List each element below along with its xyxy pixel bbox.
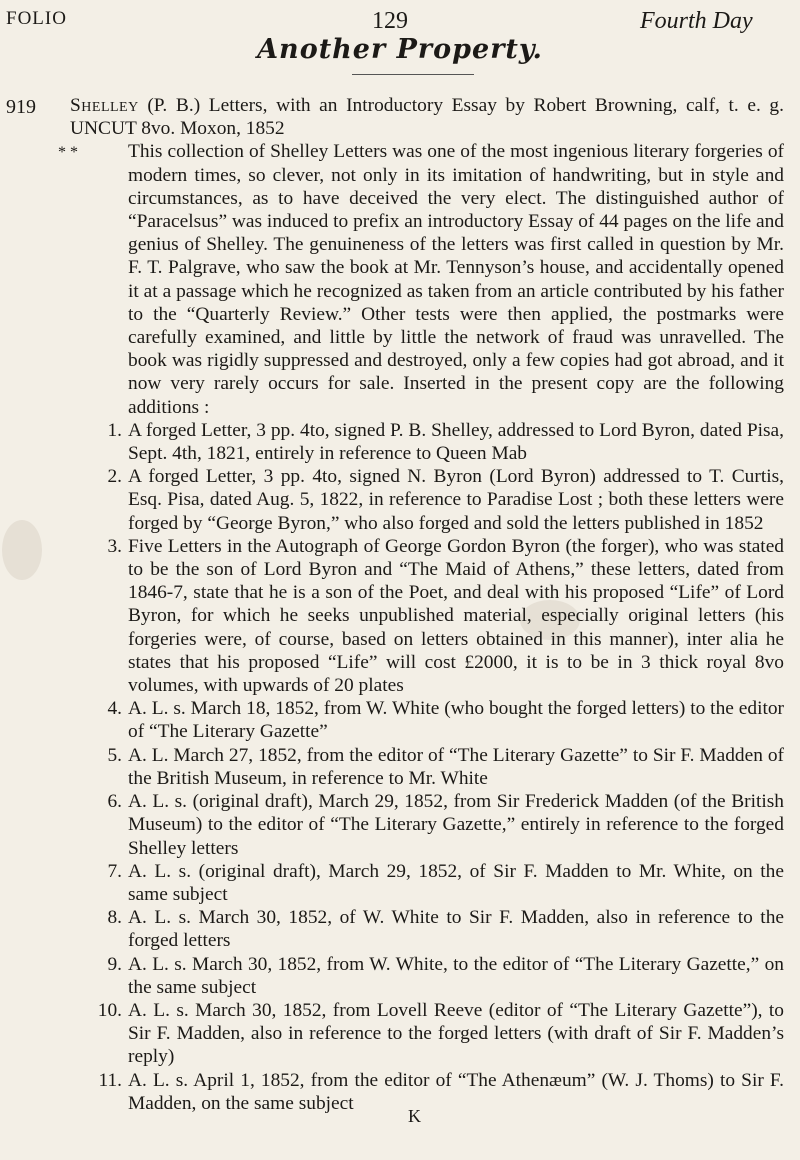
addition-text: A. L. s. April 1, 1852, from the editor of “The Athenæum” (W. J. Thoms) to Sir F. Madden, on the same subject <box>128 1069 784 1114</box>
addition-item <box>70 999 784 1069</box>
additions-list <box>70 419 784 1115</box>
addition-text: A forged Letter, 3 pp. 4to, signed P. B. Shelley, addressed to Lord Byron, dated Pisa, Sept. 4th, 1821, entirely in reference to Queen Mab <box>128 419 784 465</box>
lot-description: This collection of Shelley Letters was one of the most ingenious literary forgeries of modern times, so clever, not only in its imitation of handwriting, but in style and circumstances, as to have deceived the very elect. The distinguished author of “Paracelsus” was induced to prefix an introductory Essay of 44 pages on the life and genius of Shelley. The genuineness of the letters was first called in question by Mr. F. T. Palgrave, who saw the book at Mr. Tennyson’s house, and accidentally opened it at a passage which he recognized as taken from an article contributed by his father to the “Quarterly Review.” Other tests were then applied, the postmarks were carefully examined, and little by little the network of fraud was unravelled. The book was rigidly suppressed and destroyed, only a few copies had got abroad, and it now very rarely occurs for sale. Inserted in the present copy are the following additions : <box>128 141 784 418</box>
lot-heading-text: (P. B.) Letters, with an Introductory Essay by Robert Browning, calf, t. e. g. UNCUT 8vo. Moxon, 1852 <box>70 95 784 140</box>
addition-item <box>70 535 784 697</box>
addition-number: 4. <box>107 698 122 720</box>
addition-number: 8. <box>107 907 122 929</box>
addition-number: 2. <box>107 466 122 488</box>
addition-text: A. L. s. March 30, 1852, of W. White to Sir F. Madden, also in reference to the forged letters <box>128 907 784 952</box>
page-number: 129 <box>372 8 408 34</box>
page-stain <box>2 520 42 580</box>
addition-item <box>70 697 784 743</box>
note-mark: * * <box>58 144 78 161</box>
addition-text: Five Letters in the Autograph of George Gordon Byron (the forger), who was stated to be the son of Lord Byron and “The Maid of Athens,” these letters, dated from 1846-7, state that he is a son of the Poet, and deal with his proposed “Life” of Lord Byron, for which he seeks unpublished material, especially original letters (his forgeries were, of course, based on letters obtained in this manner), inter alia he states that his proposed “Life” will cost £2000, it is to be in 3 thick royal 8vo volumes, with upwards of 20 plates <box>128 535 784 697</box>
addition-number: 5. <box>107 744 122 766</box>
title-rule <box>352 74 474 75</box>
lot-entry <box>70 94 784 1115</box>
addition-number: 10. <box>97 999 122 1021</box>
addition-item <box>70 744 784 790</box>
addition-item <box>70 906 784 952</box>
addition-item <box>70 953 784 999</box>
addition-number: 6. <box>107 791 122 813</box>
addition-number: 1. <box>107 419 122 441</box>
addition-text: A. L. March 27, 1852, from the editor of “The Literary Gazette” to Sir F. Madden of the British Museum, in reference to Mr. White <box>128 744 784 789</box>
lot-heading <box>70 94 784 140</box>
addition-item <box>70 860 784 906</box>
addition-text: A. L. s. March 18, 1852, from W. White (who bought the forged letters) to the editor of “The Literary Gazette” <box>128 698 784 743</box>
lot-number: 919 <box>6 96 36 118</box>
addition-item <box>70 465 784 535</box>
addition-text: A. L. s. March 30, 1852, from W. White, to the editor of “The Literary Gazette,” on the same subject <box>128 953 784 998</box>
addition-text: A forged Letter, 3 pp. 4to, signed N. Byron (Lord Byron) addressed to T. Curtis, Esq. Pisa, dated Aug. 5, 1822, in reference to Paradise Lost ; both these letters were forged by “George Byron,” who also forged and sold the letters published in 1852 <box>128 466 784 534</box>
addition-number: 3. <box>107 535 122 557</box>
addition-number: 11. <box>98 1069 122 1091</box>
signature-mark: K <box>408 1106 421 1126</box>
addition-item <box>70 1069 784 1115</box>
folio-label: FOLIO <box>6 8 67 29</box>
addition-number: 7. <box>107 860 122 882</box>
addition-item <box>70 419 784 465</box>
addition-text: A. L. s. March 30, 1852, from Lovell Reeve (editor of “The Literary Gazette”), to Sir F. Madden, also in reference to the forged letters (with draft of Sir F. Madden’s reply) <box>128 999 784 1068</box>
day-label: Fourth Day <box>640 8 753 34</box>
addition-number: 9. <box>107 953 122 975</box>
addition-text: A. L. s. (original draft), March 29, 1852, of Sir F. Madden to Mr. White, on the same subject <box>128 860 784 905</box>
running-title: Another Property. <box>257 34 543 65</box>
lot-author: Shelley <box>70 95 139 116</box>
addition-text: A. L. s. (original draft), March 29, 1852, from Sir Frederick Madden (of the British Museum) to the editor of “The Literary Gazette,” entirely in reference to the forged Shelley letters <box>128 791 784 859</box>
addition-item <box>70 790 784 860</box>
